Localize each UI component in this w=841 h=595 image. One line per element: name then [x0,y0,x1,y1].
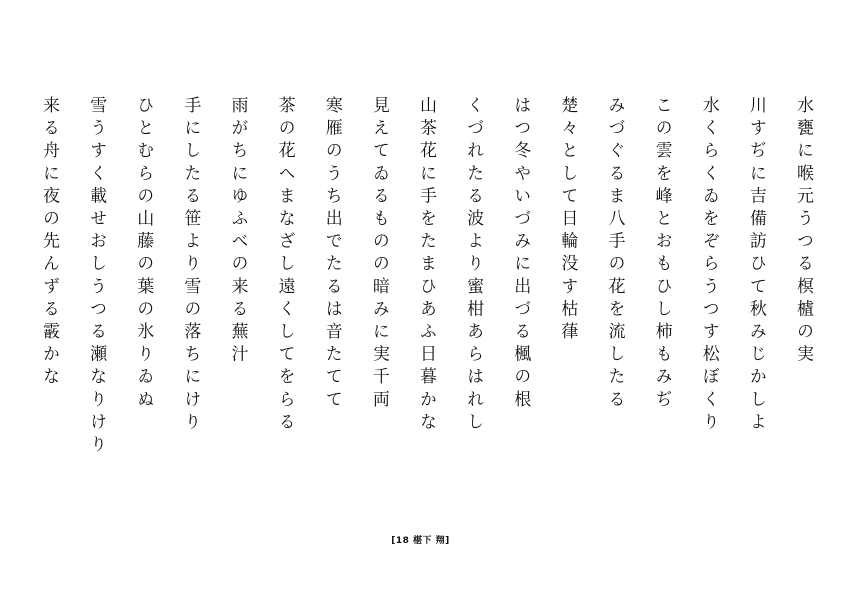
poem-line-12: 茶の花へまなざし遠くしてをらる [274,96,295,435]
poem-line-4: この雲を峰とおもひし柿もみぢ [651,96,672,413]
poem-line-11: 寒雁のうち出でたるは音たてて [321,96,342,413]
poem-line-2: 川すぢに吉備訪ひて秋みじかしよ [745,96,766,435]
poem-line-9: 山茶花に手をたまひあふ日暮かな [416,96,436,435]
poem-columns [38,96,814,476]
poem-line-13: 雨がちにゆふべの来る蕪汁 [227,96,248,368]
author-label: [18 椹下 翔] [391,536,450,546]
poem-line-6: 楚々として日輪没す枯葎 [557,96,578,345]
poem-line-7: はつ冬やいづみに出づる楓の根 [510,96,531,413]
poem-line-17: 来る舟に夜の先んずる霰かな [39,96,59,390]
poem-line-1: 水甕に喉元うつる榠樝の実 [793,96,813,368]
poem-line-10: 見えてゐるものの暗みに実千両 [368,96,389,413]
poem-line-5: みづぐるま八手の花を流したる [604,96,625,413]
poem-line-15: ひとむらの山藤の葉の氷りゐぬ [133,96,154,413]
poem-line-16: 雪うすく載せおしうつる瀬なりけり [86,96,107,458]
poem-line-8: くづれたる波より蜜柑あらはれし [463,96,484,435]
poem-line-3: 水くらくゐをぞらうつす松ぼくり [698,96,719,435]
poem-line-14: 手にしたる笹より雪の落ちにけり [180,96,201,435]
